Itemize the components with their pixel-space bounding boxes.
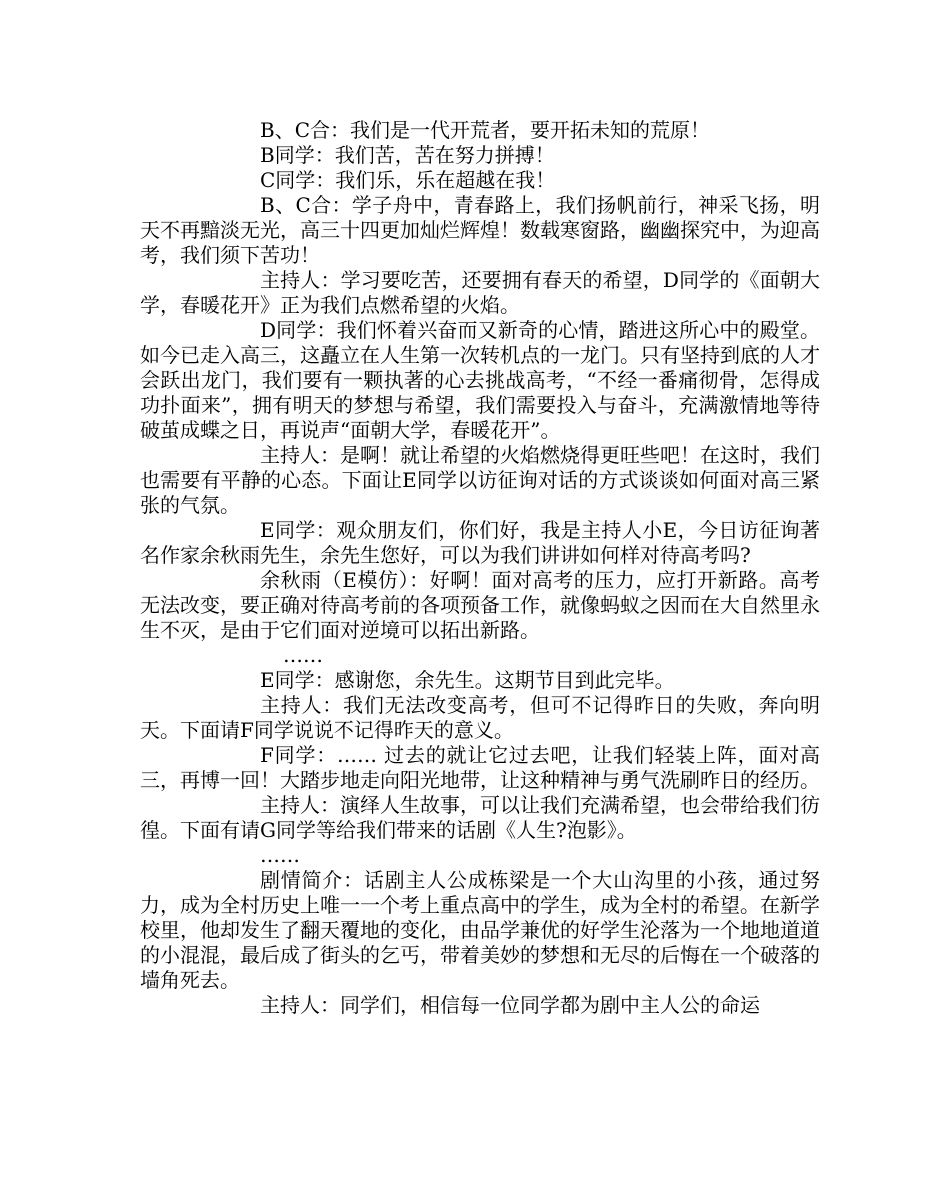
paragraph-f-student: F同学：…… 过去的就让它过去吧，让我们轻装上阵，面对高三，再博一回！大踏步地走向阳光地带，让这种精神与勇气洗刷昨日的经历。 — [140, 743, 820, 792]
paragraph-d-student: D同学：我们怀着兴奋而又新奇的心情，踏进这所心中的殿堂。如今已走入高三，这矗立在人生第一次转机点的一龙门。只有坚持到底的人才会跃出龙门，我们要有一颗执著的心去挑战高考，“不经一番痛彻骨，怎得成功扑面来”，拥有明天的梦想与希望，我们需要投入与奋斗，充满激情地等待破茧成蝶之日，再说声“面朝大学，春暖花开”。 — [140, 318, 820, 442]
paragraph-bc-chorus-1: B、C合：我们是一代开荒者，要开拓未知的荒原！ — [260, 118, 710, 142]
paragraph-e-student-2: E同学：感谢您，余先生。这期节目到此完毕。 — [260, 668, 675, 692]
paragraph-host-2: 主持人：是啊！就让希望的火焰燃烧得更旺些吧！在这时，我们也需要有平静的心态。下面让E同学以访征询对话的方式谈谈如何面对高三紧张的气氛。 — [140, 443, 820, 517]
paragraph-bc-chorus-2: B、C合：学子舟中，青春路上，我们扬帆前行，神采飞扬，明天不再黯淡无光，高三十四更加灿烂辉煌！数载寒窗路，幽幽探究中，为迎高考，我们须下苦功！ — [140, 193, 820, 267]
document-page — [140, 118, 820, 1018]
paragraph-host-5: 主持人：同学们，相信每一位同学都为剧中主人公的命运 — [260, 993, 760, 1017]
ellipsis-2: …… — [260, 843, 300, 867]
paragraph-plot-summary: 剧情简介：话剧主人公成栋梁是一个大山沟里的小孩，通过努力，成为全村历史上唯一一个考上重点高中的学生，成为全村的希望。在新学校里，他却发生了翻天覆地的变化，由品学兼优的好学生沦落为一个地地道道的小混混，最后成了街头的乞丐，带着美妙的梦想和无尽的后悔在一个破落的墙角死去。 — [140, 868, 820, 992]
paragraph-b-student: B同学：我们苦，苦在努力拼搏！ — [260, 143, 555, 167]
paragraph-host-3: 主持人：我们无法改变高考，但可不记得昨日的失败，奔向明天。下面请F同学说说不记得昨天的意义。 — [140, 693, 820, 742]
paragraph-c-student: C同学：我们乐，乐在超越在我！ — [260, 168, 556, 192]
paragraph-host-4: 主持人：演绎人生故事，可以让我们充满希望，也会带给我们彷徨。下面有请G同学等给我们带来的话剧《人生?泡影》。 — [140, 793, 820, 842]
paragraph-e-student-1: E同学：观众朋友们，你们好，我是主持人小E，今日访征询著名作家余秋雨先生，余先生您好，可以为我们讲讲如何样对待高考吗? — [140, 518, 820, 567]
paragraph-host-1: 主持人：学习要吃苦，还要拥有春天的希望，D同学的《面朝大学，春暖花开》正为我们点燃希望的火焰。 — [140, 268, 820, 317]
ellipsis-1: …… — [283, 643, 323, 667]
paragraph-yu-qiuyu: 余秋雨（E模仿）：好啊！面对高考的压力，应打开新路。高考无法改变，要正确对待高考前的各项预备工作，就像蚂蚁之因而在大自然里永生不灭，是由于它们面对逆境可以拓出新路。 — [140, 568, 820, 642]
